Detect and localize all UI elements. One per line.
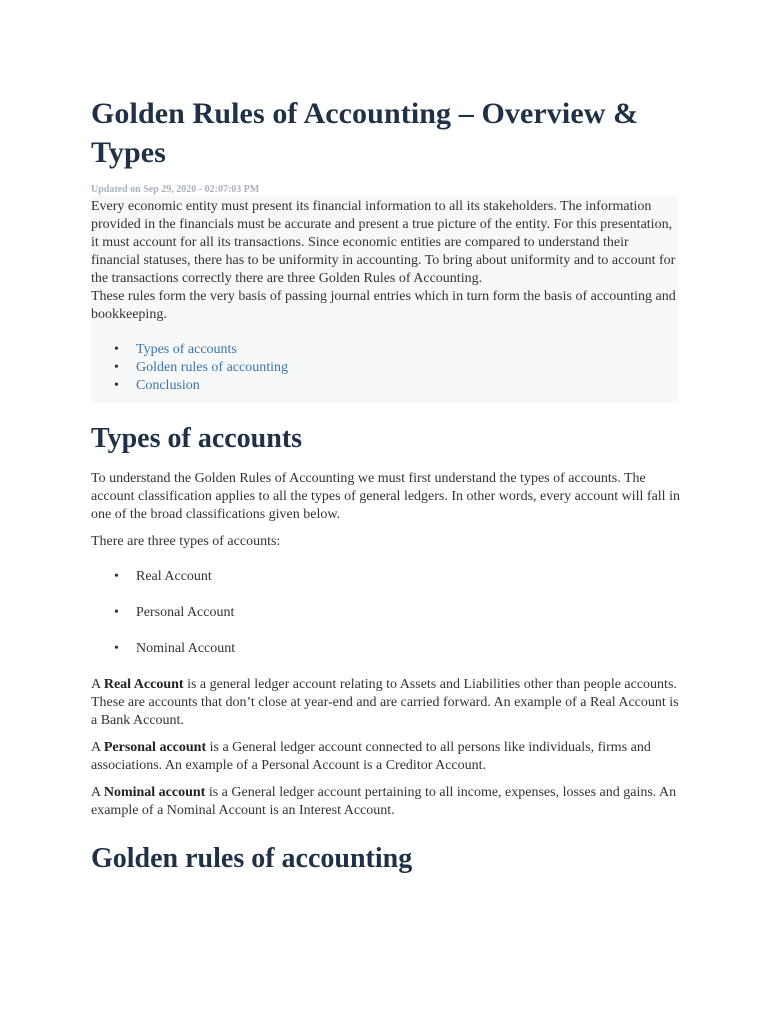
intro-box bbox=[91, 196, 678, 403]
bullet-icon: • bbox=[114, 605, 119, 620]
list-item bbox=[91, 640, 681, 658]
list-item bbox=[91, 604, 681, 622]
bullet-icon: • bbox=[114, 360, 119, 375]
definition-prefix: A bbox=[91, 740, 104, 755]
list-item-label: Real Account bbox=[136, 569, 212, 584]
page-title: Golden Rules of Accounting – Overview & Types bbox=[91, 97, 639, 169]
list-item bbox=[91, 568, 681, 586]
account-definitions bbox=[91, 676, 681, 820]
toc-item-golden-rules bbox=[91, 359, 678, 377]
toc-item-types-of-accounts bbox=[91, 341, 678, 359]
definition-nominal-account bbox=[91, 784, 681, 820]
updated-timestamp: Updated on Sep 29, 2020 - 02:07:03 PM bbox=[91, 184, 260, 195]
list-item-label: Nominal Account bbox=[136, 641, 236, 656]
types-intro-paragraph: To understand the Golden Rules of Accounting we must first understand the types of accounts. The account classification applies to all the types of general ledgers. In other words, every account will fall in one of the broad classifications given below. bbox=[91, 471, 680, 522]
toc-link-types-of-accounts[interactable]: Types of accounts bbox=[136, 342, 237, 357]
types-count-paragraph: There are three types of accounts: bbox=[91, 534, 281, 549]
bullet-icon: • bbox=[114, 641, 119, 656]
bullet-icon: • bbox=[114, 569, 119, 584]
intro-paragraph: Every economic entity must present its financial information to all its stakeholders. The information provided in the financials must be accurate and present a true picture of the entity. For this presentation, it must account for all its transactions. Since economic entities are compared to understand their financial statuses, there has to be uniformity in accounting. To bring about uniformity and to account for the transactions correctly there are three Golden Rules of Accounting. bbox=[91, 199, 676, 286]
definition-text: is a General ledger account pertaining to all income, expenses, losses and gains. An example of a Nominal Account is an Interest Account. bbox=[91, 785, 677, 818]
section-heading-golden-rules: Golden rules of accounting bbox=[91, 843, 413, 874]
account-types-list bbox=[91, 568, 681, 658]
definition-text: is a General ledger account connected to all persons like individuals, firms and associations. An example of a Personal Account is a Creditor Account. bbox=[91, 740, 651, 773]
definition-real-account bbox=[91, 676, 681, 730]
definition-term: Nominal account bbox=[103, 785, 206, 800]
section-heading-types-of-accounts: Types of accounts bbox=[91, 423, 303, 454]
intro-paragraph: These rules form the very basis of passing journal entries which in turn form the basis of accounting and bookkeeping. bbox=[91, 289, 676, 322]
toc-item-conclusion bbox=[91, 377, 678, 395]
table-of-contents bbox=[91, 341, 678, 395]
article bbox=[91, 0, 681, 877]
definition-term: Personal account bbox=[103, 740, 207, 755]
definition-text: is a general ledger account relating to Assets and Liabilities other than people accounts. These are accounts that don’t close at year-end and are carried forward. An example of a Real Account is a Bank Account. bbox=[91, 677, 679, 728]
bullet-icon: • bbox=[114, 342, 119, 357]
toc-link-golden-rules[interactable]: Golden rules of accounting bbox=[136, 360, 289, 375]
definition-prefix: A bbox=[91, 677, 104, 692]
definition-term: Real Account bbox=[103, 677, 184, 692]
bullet-icon: • bbox=[114, 378, 119, 393]
definition-personal-account bbox=[91, 739, 681, 775]
toc-link-conclusion[interactable]: Conclusion bbox=[136, 378, 200, 393]
definition-prefix: A bbox=[91, 785, 104, 800]
list-item-label: Personal Account bbox=[136, 605, 235, 620]
